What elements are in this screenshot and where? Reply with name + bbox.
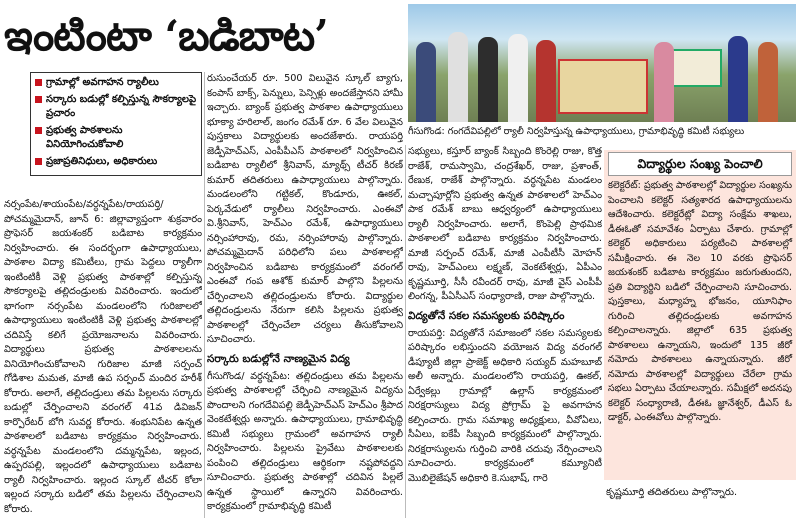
column-2-text-b: గీసుగొండ/ వర్ధన్నపేట: తల్లిదండ్రులు తమ పిల్లలను ప్రభుత్వ పాఠశాలల్లో చేర్పించి నాణ్యమైన విద్యను పొందాలని గంగదేవిపల్లి జెడ్పీహెచ్ఎస్ హెచ్ఎం శ్రీపాద వెంకటేశ్వర్లు అన్నారు. ఉపాధ్యాయులు, గ్రామాభివృద్ధి కమిటీ సభ్యులు గ్రామంలో అవగాహన ర్యాలీ నిర్వహించారు. పిల్లలను ప్రైవేటు పాఠశాలలకు పంపించి తల్లిదండ్రులు ఆర్థికంగా నష్టపోవద్దని సూచించారు. ప్రభుత్వ పాఠశాల్లో చదివిన పిల్లలే ఉన్నత స్థాయిలో ఉన్నారని వివరించారు. కార్యక్రమంలో గ్రామాభివృద్ధి కమిటీ — [207, 370, 403, 512]
photo-banner-small — [670, 49, 722, 87]
column-3-text: సభ్యులు, కస్తూర్ బ్యాంక్ సిబ్బంది కొంరెల్లి రాజు, కొత్త రాజేశ్, రామస్వామి, చంద్రశేఖర్, రాజు, ప్రశాంత్, రేణుక, రాజేశ్ పాల్గొన్నారు. వర్ధన్నపేట మండలం మచ్చాపూర్లోని ప్రభుత్వ ఉన్నత పాఠశాలలో హెచ్ఎం పాక రమేశ్ బాబు ఆధ్వర్యంలో ఉపాధ్యాయులు ర్యాలీ నిర్వహించారు. అలాగే, కొంపెల్లి ప్రాథమిక పాఠశాలలో బడిబాట కార్యక్రమం నిర్వహించారు. మాజీ సర్పంచ్ రమేశ్, మాజీ ఎంపీటీసీ మోహన్ రావు, హెచ్ఎంలు లక్ష్మణ్, వెంకటేశ్వర్లు, ఏపీఎం కృష్ణమూర్తి, సీసీ రవీందర్ రావు, మాజీ వైస్ ఎంపీపీ లింగన్న, పీఏసీఎస్ సంధ్యారాణి, రాజు పాల్గొన్నారు. — [408, 146, 602, 302]
photo-person — [758, 42, 778, 122]
article-column-1: నర్సంపేట/శాయంపేట/వర్ధన్నపేట/రాయపర్తి/పోచమ్మమైదాన్, జూన్ 6: జిల్లావ్యాప్తంగా శుక్రవారం ప్రొఫెసర్ జయశంకర్ బడిబాట కార్యక్రమం నిర్వహించారు. ఈ సందర్భంగా ఉపాధ్యాయులు, పాఠశాల విద్యా కమిటీలు, గ్రామ పెద్దలు ర్యాలీగా ఇంటింటికీ వెళ్లి ప్రభుత్వ పాఠశాల్లో కల్పిస్తున్న సౌకర్యాలపై తల్లిదండ్రులకు వివరించారు. ఇందులో భాగంగా నర్సంపేట మండలంలోని గురిజాలలో ఉపాధ్యాయులు ఇంటింటికీ వెళ్లి ప్రభుత్వ పాఠశాలల్లో చదివిస్తే కలిగే ప్రయోజనాలను వివరించారు. విద్యార్థులు ప్రభుత్వ పాఠశాలలను వినియోగించుకోవాలని గురిజాల మాజీ సర్పంచ్ గోడిశాల మమత, మాజీ ఉప సర్పంచ్ మందిర హరీశ్ కోరారు. అలాగే, తల్లిదండ్రులు తమ పిల్లలను సర్కారు బడుల్లో చేర్పించాలని వరంగల్ 41వ డివిజన్ కార్పొరేటర్ బోగి సువర్ణ కోరారు. శంభునిపేట ఉన్నత పాఠశాలలో బడిబాట కార్యక్రమం నిర్వహించారు. వర్ధన్నపేట మండలంలోని దమ్మన్నపేట, ఇల్లంద, ఉప్పరపల్లి, ఇల్లందలో ఉపాధ్యాయులు బడిబాట ర్యాలీ నిర్వహించారు. ఇల్లంద స్కూల్ టీచర్ కోలా ఇల్లంద సర్కారు బడిలో తమ పిల్లలను చేర్పించాలని కోరారు. — [4, 199, 202, 515]
column-divider — [405, 145, 406, 518]
sidebar-story-title: విద్యార్థుల సంఖ్య పెంచాలి — [608, 152, 792, 176]
article-column-2 — [207, 72, 403, 520]
news-photo — [408, 4, 796, 122]
bullet-square-icon — [35, 79, 42, 86]
headline: ఇంటింటా ‘బడిబాట’ — [4, 11, 328, 60]
photo-banner — [558, 59, 648, 114]
photo-person — [448, 32, 468, 122]
highlight-item: గ్రామాల్లో అవగాహన ర్యాలీలు — [35, 76, 197, 90]
column-4-tail: కృష్ణమూర్తి తదితరులు పాల్గొన్నారు. — [606, 487, 738, 498]
bullet-square-icon — [35, 158, 42, 165]
photo-person — [416, 42, 436, 122]
column-2-subhead: సర్కారు బడుల్లోనే నాణ్యమైన విద్య — [207, 352, 350, 365]
photo-person — [508, 34, 528, 122]
sidebar-story-text: కలెక్టరేట్: ప్రభుత్వ పాఠశాలల్లో విద్యార్థుల సంఖ్యను పెంచాలని కలెక్టర్ సత్యశారద ఉపాధ్యాయులను ఆదేశించారు. కలెక్టరేట్లో విద్యా సంక్షేమ శాఖలు, డీఈఓతో సమావేశం ఏర్పాటు చేశారు. గ్రామాల్లో కలెక్టర్ అధికారులు పర్యటించి పాఠశాలల్లో సమీక్షించారు. ఈ నెల 10 వరకు ప్రొఫెసర్ జయశంకర్ బడిబాట కార్యక్రమం జరుగుతుందని, ప్రతి విద్యార్థిని బడిలో చేర్పించాలని సూచించారు. పుస్తకాలు, మధ్యాహ్న భోజనం, యూనిఫాం గురించి తల్లిదండ్రులకు అవగాహన కల్పించాలన్నారు. జిల్లాలో 635 ప్రభుత్వ పాఠశాలలు ఉన్నాయని, ఇందులో 135 జీరో నమోదు పాఠశాలలు ఉన్నాయన్నారు. జీరో నమోదు పాఠశాలల్లో విద్యార్థులు చేరేలా గ్రామ సభలు ఏర్పాటు చేయాలన్నారు. సమీక్షలో అదనపు కలెక్టర్ సంధ్యారాణి, డీఈఓ జ్ఞానేశ్వర్, డీఎస్ ఓ డాక్టర్, ఎంఈవోలు పాల్గొన్నారు. — [608, 180, 792, 423]
photo-caption: గీసుగొండ: గంగదేవిపల్లిలో ర్యాలీ నిర్వహిస్తున్న ఉపాధ్యాయులు, గ్రామాభివృద్ధి కమిటీ సభ్యులు — [408, 126, 745, 137]
article-column-3 — [408, 145, 602, 520]
bullet-square-icon — [35, 127, 42, 134]
column-divider — [204, 72, 205, 518]
photo-person — [478, 37, 498, 122]
photo-person — [654, 42, 674, 122]
column-3-text-b: రాయపర్తి: విద్యతోనే సమాజంలో సకల సమస్యలకు పరిష్కారం లభిస్తుందని వయోజన విద్య వరంగల్ డీప్యూటీ జిల్లా ప్రాజెక్ట్ అధికారి సయ్యద్ మహబూబ్ అలీ అన్నారు. మండలంలోని రాయపర్తి, ఊకల్, ఏర్వేకల్లు గ్రామాల్లో ఉల్లాస్ కార్యక్రమంలో నిరక్షరాస్యులు విద్య ప్రోగ్రామ్ పై అవగాహన కల్పించారు. గ్రామ సమాఖ్య అధ్యక్షులు, వీవోఏలు, సీఏలు, ఐకేపీ సిబ్బంది కార్యక్రమంలో పాల్గొన్నారు. నిరక్షరాస్యులను గుర్తించి వారికి చదువు నేర్పించాలని సూచించారు. కార్యక్రమంలో కమ్యూనిటీ మొబిలైజేషన్ అధికారి కె.సుభాష్, గారె — [408, 327, 602, 484]
photo-person — [536, 40, 556, 122]
highlight-item: సర్కారు బడుల్లో కల్పిస్తున్న సౌకర్యాలపై ప్రచారం — [35, 93, 197, 121]
photo-person — [728, 36, 748, 122]
column-2-text: రుసుంచేయర్ రూ. 500 విలువైన స్కూల్ బ్యాగు, కంపాస్ బాక్స్, పెన్నులు, పెన్సిళ్లు అందజేస్తానని హామీ ఇచ్చారు. బ్యాంక్ ప్రభుత్వ పాఠశాల ఉపాధ్యాయులు భూక్యా హరిలాల్, జంగం రమేశ్ రూ. 6 వేల విలువైన పుస్తకాలు విద్యార్థులకు అందజేశారు. రాయపర్తి జెడ్పీహెచ్ఎస్, ఎంపీపీఎస్ పాఠశాలలో నిర్వహించిన బడిబాట ర్యాలీలో శ్రీనివాస్, మ్యాథ్స్ టీచర్ కిరణ్ కుమార్ తదితరులు ఉపాధ్యాయులు పాల్గొన్నారు. మండలంలోని గట్టికల్, కొండూరు, ఊకల్, పెర్కవేడులో ర్యాలీలు నిర్వహించారు. ఎంఈవో వి.శ్రీనివాస్, హెచ్ఎం రమేశ్, ఉపాధ్యాయులు నర్సింహారావు, రమ, నర్సింహారావు పాల్గొన్నారు. పోచమ్మమైదాన్ పరిధిలోని పలు పాఠశాలల్లో నిర్వహించిన బడిబాట కార్యక్రమంలో వరంగల్ ఎంఈవో గంప ఆశోక్ కుమార్ పాల్గొని పిల్లలను చేర్పించాలని తల్లిదండ్రులను కోరారు. విద్యార్థుల తల్లిదండ్రులను నేరుగా కలిసి పిల్లలను ప్రభుత్వ పాఠశాలల్లో చేర్పించేలా చర్యలు తీసుకోవాలని సూచించారు. — [207, 73, 403, 345]
bullet-square-icon — [35, 96, 42, 103]
highlight-item: ప్రజాప్రతినిధులు, అధికారులు — [35, 155, 197, 169]
highlight-item: ప్రభుత్వ పాఠశాలను వినియోగించుకోవాలి — [35, 124, 197, 152]
highlights-box — [30, 72, 202, 176]
sidebar-story-box — [604, 150, 796, 480]
column-3-subhead: విద్యతోనే సకల సమస్యలకు పరిష్కారం — [408, 309, 565, 322]
